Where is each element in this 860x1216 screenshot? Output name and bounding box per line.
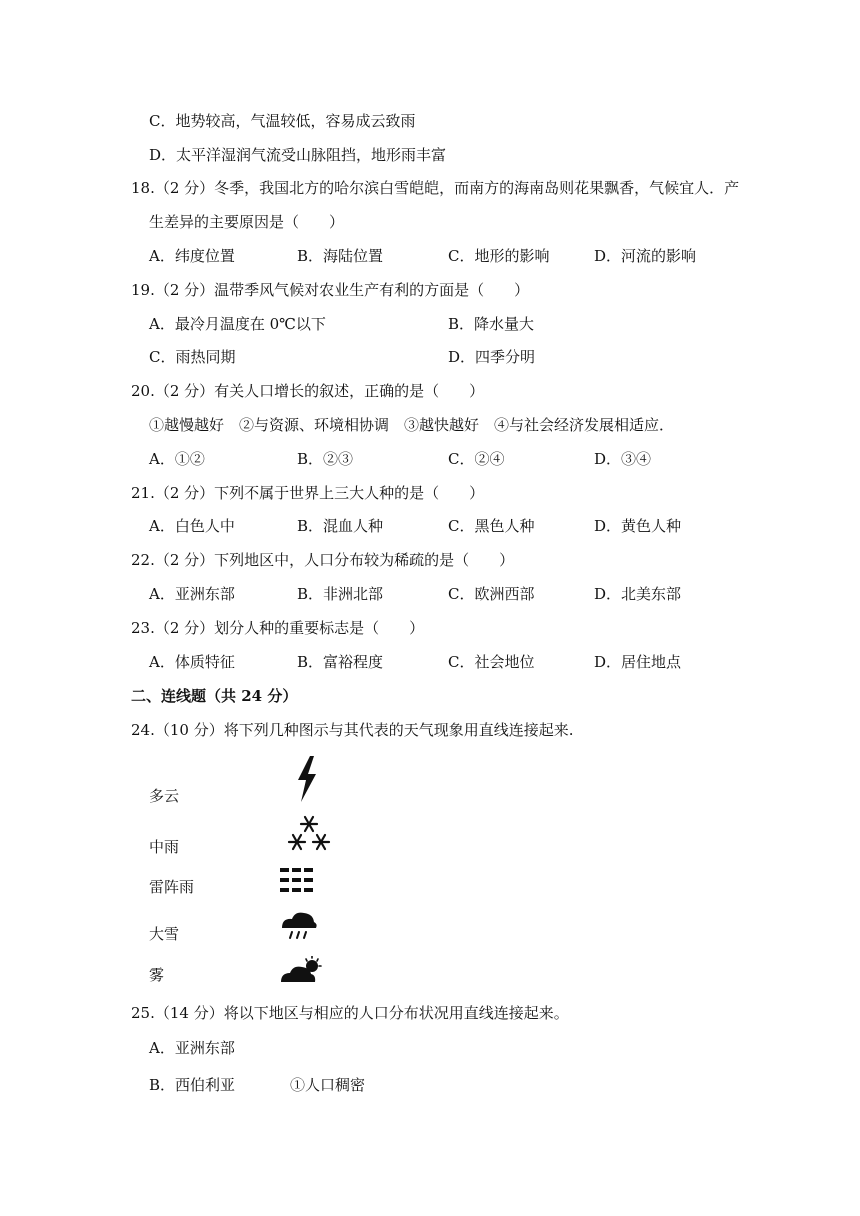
q22-stem: 22.（2 分）下列地区中，人口分布较为稀疏的是（ ） <box>131 551 515 569</box>
q17-option-c: C．地势较高，气温较低，容易成云致雨 <box>149 112 416 130</box>
q19-stem: 19.（2 分）温带季风气候对农业生产有利的方面是（ ） <box>131 281 530 299</box>
q23-stem: 23.（2 分）划分人种的重要标志是（ ） <box>131 619 425 637</box>
weather-label-moderate-rain: 中雨 <box>149 838 180 856</box>
q18-stem-line2: 生差异的主要原因是（ ） <box>149 213 345 231</box>
q19-option-d: D．四季分明 <box>448 348 536 366</box>
q22-option-c: C．欧洲西部 <box>448 585 535 603</box>
weather-label-cloudy: 多云 <box>149 787 180 805</box>
q25-option-a: A．亚洲东部 <box>149 1039 235 1057</box>
weather-label-thunderstorm: 雷阵雨 <box>149 878 195 896</box>
q19-option-c: C．雨热同期 <box>149 348 236 366</box>
weather-label-heavy-snow: 大雪 <box>149 925 180 943</box>
q20-stem: 20.（2 分）有关人口增长的叙述，正确的是（ ） <box>131 382 485 400</box>
q20-option-d: D．③④ <box>594 450 652 468</box>
q22-option-d: D．北美东部 <box>594 585 682 603</box>
q21-option-c: C．黑色人种 <box>448 517 535 535</box>
q23-option-c: C．社会地位 <box>448 653 535 671</box>
q24-stem: 24.（10 分）将下列几种图示与其代表的天气现象用直线连接起来. <box>131 721 574 739</box>
cloud-sun-icon <box>280 956 322 986</box>
q20-option-c: C．②④ <box>448 450 505 468</box>
q25-stem: 25.（14 分）将以下地区与相应的人口分布状况用直线连接起来。 <box>131 1004 569 1022</box>
q21-stem: 21.（2 分）下列不属于世界上三大人种的是（ ） <box>131 484 485 502</box>
lightning-icon <box>292 756 322 802</box>
q25-status-1: ①人口稠密 <box>290 1076 366 1094</box>
q19-option-b: B．降水量大 <box>448 315 535 333</box>
q21-option-d: D．黄色人种 <box>594 517 682 535</box>
rain-cloud-icon <box>280 910 318 942</box>
q23-option-d: D．居住地点 <box>594 653 682 671</box>
q18-option-c: C．地形的影响 <box>448 247 550 265</box>
q18-stem-line1: 18.（2 分）冬季，我国北方的哈尔滨白雪皑皑，而南方的海南岛则花果飘香，气候宜人．产 <box>131 179 740 197</box>
q17-option-d: D．太平洋湿润气流受山脉阻挡，地形雨丰富 <box>149 146 447 164</box>
q18-option-d: D．河流的影响 <box>594 247 697 265</box>
q21-option-a: A．白色人中 <box>149 517 235 535</box>
q20-statements: ①越慢越好 ②与资源、环境相协调 ③越快越好 ④与社会经济发展相适应． <box>149 416 675 434</box>
q20-option-b: B．②③ <box>297 450 354 468</box>
q20-option-a: A．①② <box>149 450 205 468</box>
fog-lines-icon <box>280 868 316 894</box>
q23-option-b: B．富裕程度 <box>297 653 384 671</box>
section-title: 二、连线题（共 24 分） <box>131 687 298 705</box>
q19-option-a: A．最冷月温度在 0℃以下 <box>149 315 326 333</box>
q22-option-a: A．亚洲东部 <box>149 585 235 603</box>
weather-label-fog: 雾 <box>149 966 165 984</box>
q25-option-b: B．西伯利亚 <box>149 1076 236 1094</box>
snowflakes-icon <box>286 814 332 854</box>
q22-option-b: B．非洲北部 <box>297 585 384 603</box>
q21-option-b: B．混血人种 <box>297 517 384 535</box>
q18-option-b: B．海陆位置 <box>297 247 384 265</box>
q23-option-a: A．体质特征 <box>149 653 235 671</box>
q18-option-a: A．纬度位置 <box>149 247 235 265</box>
